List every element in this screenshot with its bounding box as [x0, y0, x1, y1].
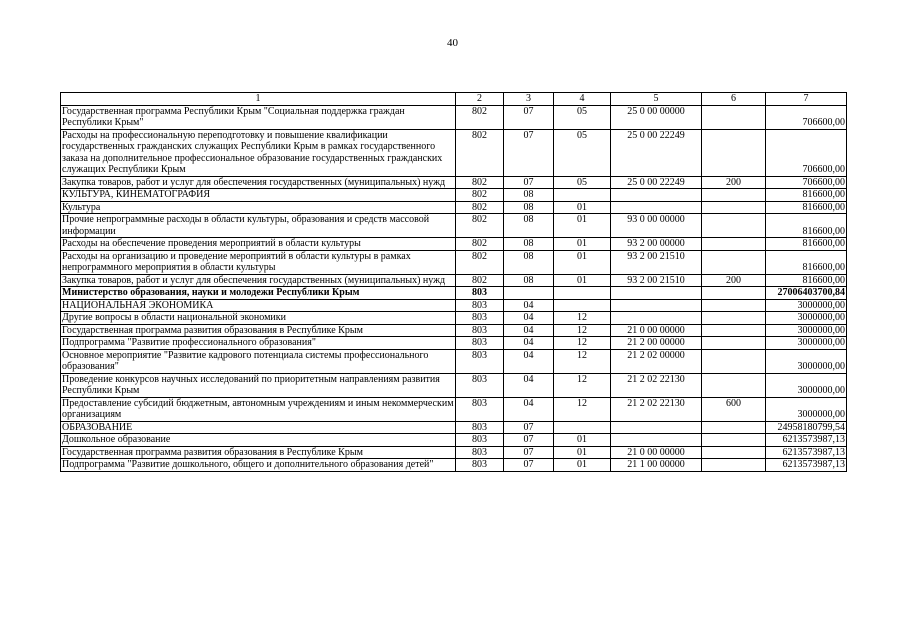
amount-cell: 816600,00 [766, 201, 847, 214]
row-name-cell: Культура [61, 201, 456, 214]
admin-code-cell: 803 [456, 373, 504, 397]
target-article-cell: 21 0 00 00000 [611, 446, 702, 459]
target-article-cell: 21 2 02 00000 [611, 349, 702, 373]
section-code-cell: 07 [504, 434, 554, 447]
admin-code-cell: 803 [456, 324, 504, 337]
admin-code-cell: 802 [456, 201, 504, 214]
expense-type-cell: 200 [702, 176, 766, 189]
subsection-code-cell: 01 [554, 238, 611, 251]
expense-type-cell [702, 349, 766, 373]
target-article-cell: 93 2 00 21510 [611, 250, 702, 274]
admin-code-cell: 802 [456, 238, 504, 251]
admin-code-cell: 803 [456, 349, 504, 373]
column-header: 7 [766, 93, 847, 106]
section-code-cell: 04 [504, 312, 554, 325]
target-article-cell [611, 421, 702, 434]
row-name-cell: Государственная программа Республики Крым "Социальная поддержка граждан Республики Крым" [61, 105, 456, 129]
expense-type-cell [702, 446, 766, 459]
admin-code-cell: 803 [456, 312, 504, 325]
table-row [61, 176, 847, 189]
admin-code-cell: 803 [456, 299, 504, 312]
row-name-cell: Государственная программа развития образования в Республике Крым [61, 446, 456, 459]
column-header: 5 [611, 93, 702, 106]
admin-code-cell: 802 [456, 250, 504, 274]
expense-type-cell [702, 421, 766, 434]
table-row [61, 337, 847, 350]
table-row [61, 214, 847, 238]
target-article-cell: 21 1 00 00000 [611, 459, 702, 472]
column-header: 2 [456, 93, 504, 106]
section-code-cell: 04 [504, 324, 554, 337]
subsection-code-cell [554, 299, 611, 312]
admin-code-cell: 802 [456, 129, 504, 176]
subsection-code-cell: 12 [554, 373, 611, 397]
column-header: 4 [554, 93, 611, 106]
subsection-code-cell: 01 [554, 201, 611, 214]
amount-cell: 816600,00 [766, 274, 847, 287]
amount-cell: 6213573987,13 [766, 459, 847, 472]
section-code-cell: 07 [504, 105, 554, 129]
row-name-cell: КУЛЬТУРА, КИНЕМАТОГРАФИЯ [61, 189, 456, 202]
amount-cell: 24958180799,54 [766, 421, 847, 434]
amount-cell: 816600,00 [766, 238, 847, 251]
section-code-cell: 04 [504, 337, 554, 350]
subsection-code-cell [554, 421, 611, 434]
expense-type-cell [702, 250, 766, 274]
subsection-code-cell [554, 189, 611, 202]
section-code-cell: 08 [504, 250, 554, 274]
section-code-cell: 07 [504, 176, 554, 189]
section-code-cell: 04 [504, 299, 554, 312]
target-article-cell [611, 312, 702, 325]
target-article-cell: 25 0 00 22249 [611, 129, 702, 176]
subsection-code-cell: 01 [554, 274, 611, 287]
admin-code-cell: 802 [456, 105, 504, 129]
row-name-cell: Подпрограмма "Развитие дошкольного, общего и дополнительного образования детей" [61, 459, 456, 472]
section-code-cell [504, 287, 554, 300]
target-article-cell: 21 0 00 00000 [611, 324, 702, 337]
amount-cell: 816600,00 [766, 214, 847, 238]
subsection-code-cell: 12 [554, 324, 611, 337]
column-header: 1 [61, 93, 456, 106]
section-code-cell: 04 [504, 397, 554, 421]
amount-cell: 3000000,00 [766, 373, 847, 397]
admin-code-cell: 803 [456, 446, 504, 459]
table-row [61, 434, 847, 447]
expense-type-cell [702, 214, 766, 238]
expense-type-cell [702, 459, 766, 472]
expense-type-cell [702, 299, 766, 312]
admin-code-cell: 803 [456, 421, 504, 434]
section-code-cell: 08 [504, 214, 554, 238]
row-name-cell: Проведение конкурсов научных исследований по приоритетным направлениям развития Республики Крым [61, 373, 456, 397]
column-header: 6 [702, 93, 766, 106]
admin-code-cell: 803 [456, 397, 504, 421]
section-code-cell: 07 [504, 459, 554, 472]
row-name-cell: Предоставление субсидий бюджетным, автономным учреждениям и иным некоммерческим организациям [62, 397, 454, 420]
amount-cell: 706600,00 [766, 176, 847, 189]
budget-table [60, 92, 847, 472]
expense-type-cell [702, 105, 766, 129]
target-article-cell: 25 0 00 00000 [611, 105, 702, 129]
row-name-cell: Другие вопросы в области национальной экономики [61, 312, 456, 325]
expense-type-cell [702, 373, 766, 397]
table-row [61, 238, 847, 251]
amount-cell: 816600,00 [766, 189, 847, 202]
target-article-cell [611, 434, 702, 447]
row-name-cell: Расходы на профессиональную переподготовку и повышение квалификации государственных гражданских служащих Республики Крым в рамках государственного заказа на дополнительное профессиональное образование государственных гражданских служащих Республики Крым [61, 129, 456, 176]
table-header-row [61, 93, 847, 106]
amount-cell: 27006403700,84 [766, 287, 847, 300]
amount-cell: 3000000,00 [766, 337, 847, 350]
target-article-cell: 21 2 02 22130 [611, 373, 702, 397]
target-article-cell [611, 299, 702, 312]
subsection-code-cell: 01 [554, 434, 611, 447]
admin-code-cell: 803 [456, 434, 504, 447]
subsection-code-cell: 12 [554, 312, 611, 325]
target-article-cell: 93 2 00 21510 [611, 274, 702, 287]
row-name-cell: Закупка товаров, работ и услуг для обеспечения государственных (муниципальных) нужд [61, 176, 456, 189]
expense-type-cell [702, 238, 766, 251]
table-row [61, 421, 847, 434]
table-row [61, 324, 847, 337]
row-name-cell: Прочие непрограммные расходы в области культуры, образования и средств массовой информации [61, 214, 456, 238]
row-name-cell: Подпрограмма "Развитие профессионального образования" [61, 337, 456, 350]
amount-cell: 816600,00 [766, 250, 847, 274]
section-code-cell: 07 [504, 446, 554, 459]
subsection-code-cell: 12 [554, 349, 611, 373]
subsection-code-cell: 12 [554, 337, 611, 350]
row-name-cell: Расходы на организацию и проведение мероприятий в области культуры в рамках непрограммного мероприятия в области культуры [61, 250, 456, 274]
target-article-cell: 93 0 00 00000 [611, 214, 702, 238]
target-article-cell: 21 2 02 22130 [611, 397, 702, 421]
amount-cell: 6213573987,13 [766, 434, 847, 447]
target-article-cell [611, 189, 702, 202]
amount-cell: 3000000,00 [766, 324, 847, 337]
expense-type-cell [702, 312, 766, 325]
table-row [61, 201, 847, 214]
expense-type-cell [702, 324, 766, 337]
admin-code-cell: 803 [456, 287, 504, 300]
table-row [61, 312, 847, 325]
section-code-cell: 08 [504, 274, 554, 287]
admin-code-cell: 803 [456, 337, 504, 350]
admin-code-cell: 802 [456, 274, 504, 287]
subsection-code-cell: 01 [554, 459, 611, 472]
expense-type-cell [702, 287, 766, 300]
section-code-cell: 07 [504, 421, 554, 434]
row-name-cell: Дошкольное образование [61, 434, 456, 447]
table-row [61, 446, 847, 459]
section-code-cell: 08 [504, 238, 554, 251]
amount-cell: 6213573987,13 [766, 446, 847, 459]
row-name-cell: Государственная программа развития образования в Республике Крым [61, 324, 456, 337]
target-article-cell [611, 287, 702, 300]
page-number: 40 [447, 37, 458, 49]
subsection-code-cell: 01 [554, 250, 611, 274]
subsection-code-cell: 05 [554, 176, 611, 189]
expense-type-cell: 200 [702, 274, 766, 287]
column-header: 3 [504, 93, 554, 106]
table-row [61, 129, 847, 176]
subsection-code-cell: 05 [554, 129, 611, 176]
expense-type-cell [702, 337, 766, 350]
amount-cell: 3000000,00 [766, 349, 847, 373]
subsection-code-cell: 05 [554, 105, 611, 129]
row-name-cell: Основное мероприятие "Развитие кадрового потенциала системы профессионального образования" [61, 349, 456, 373]
row-name-cell: НАЦИОНАЛЬНАЯ ЭКОНОМИКА [61, 299, 456, 312]
section-code-cell: 08 [504, 201, 554, 214]
table-row [61, 250, 847, 274]
row-name-cell: Расходы на обеспечение проведения мероприятий в области культуры [61, 238, 456, 251]
table-row [61, 105, 847, 129]
table-row [61, 459, 847, 472]
amount-cell: 3000000,00 [766, 312, 847, 325]
expense-type-cell [702, 189, 766, 202]
section-code-cell: 07 [504, 129, 554, 176]
subsection-code-cell [554, 287, 611, 300]
section-code-cell: 04 [504, 373, 554, 397]
table-row [61, 299, 847, 312]
target-article-cell [611, 201, 702, 214]
row-name-cell: ОБРАЗОВАНИЕ [61, 421, 456, 434]
table-row [61, 287, 847, 300]
admin-code-cell: 802 [456, 176, 504, 189]
table-row [61, 397, 847, 421]
table-body [61, 105, 847, 471]
expense-type-cell [702, 201, 766, 214]
amount-cell: 3000000,00 [766, 299, 847, 312]
target-article-cell: 93 2 00 00000 [611, 238, 702, 251]
section-code-cell: 04 [504, 349, 554, 373]
table-row [61, 373, 847, 397]
target-article-cell: 21 2 00 00000 [611, 337, 702, 350]
admin-code-cell: 802 [456, 189, 504, 202]
amount-cell: 706600,00 [766, 129, 847, 176]
table-row [61, 274, 847, 287]
expense-type-cell: 600 [702, 397, 766, 421]
amount-cell: 706600,00 [766, 105, 847, 129]
row-name-cell: Закупка товаров, работ и услуг для обеспечения государственных (муниципальных) нужд [61, 274, 456, 287]
table-row [61, 189, 847, 202]
subsection-code-cell: 01 [554, 214, 611, 238]
section-code-cell: 08 [504, 189, 554, 202]
subsection-code-cell: 01 [554, 446, 611, 459]
admin-code-cell: 802 [456, 214, 504, 238]
row-name-cell: Министерство образования, науки и молодежи Республики Крым [61, 287, 456, 300]
expense-type-cell [702, 129, 766, 176]
target-article-cell: 25 0 00 22249 [611, 176, 702, 189]
subsection-code-cell: 12 [554, 397, 611, 421]
table-row [61, 349, 847, 373]
admin-code-cell: 803 [456, 459, 504, 472]
amount-cell: 3000000,00 [766, 397, 847, 421]
expense-type-cell [702, 434, 766, 447]
